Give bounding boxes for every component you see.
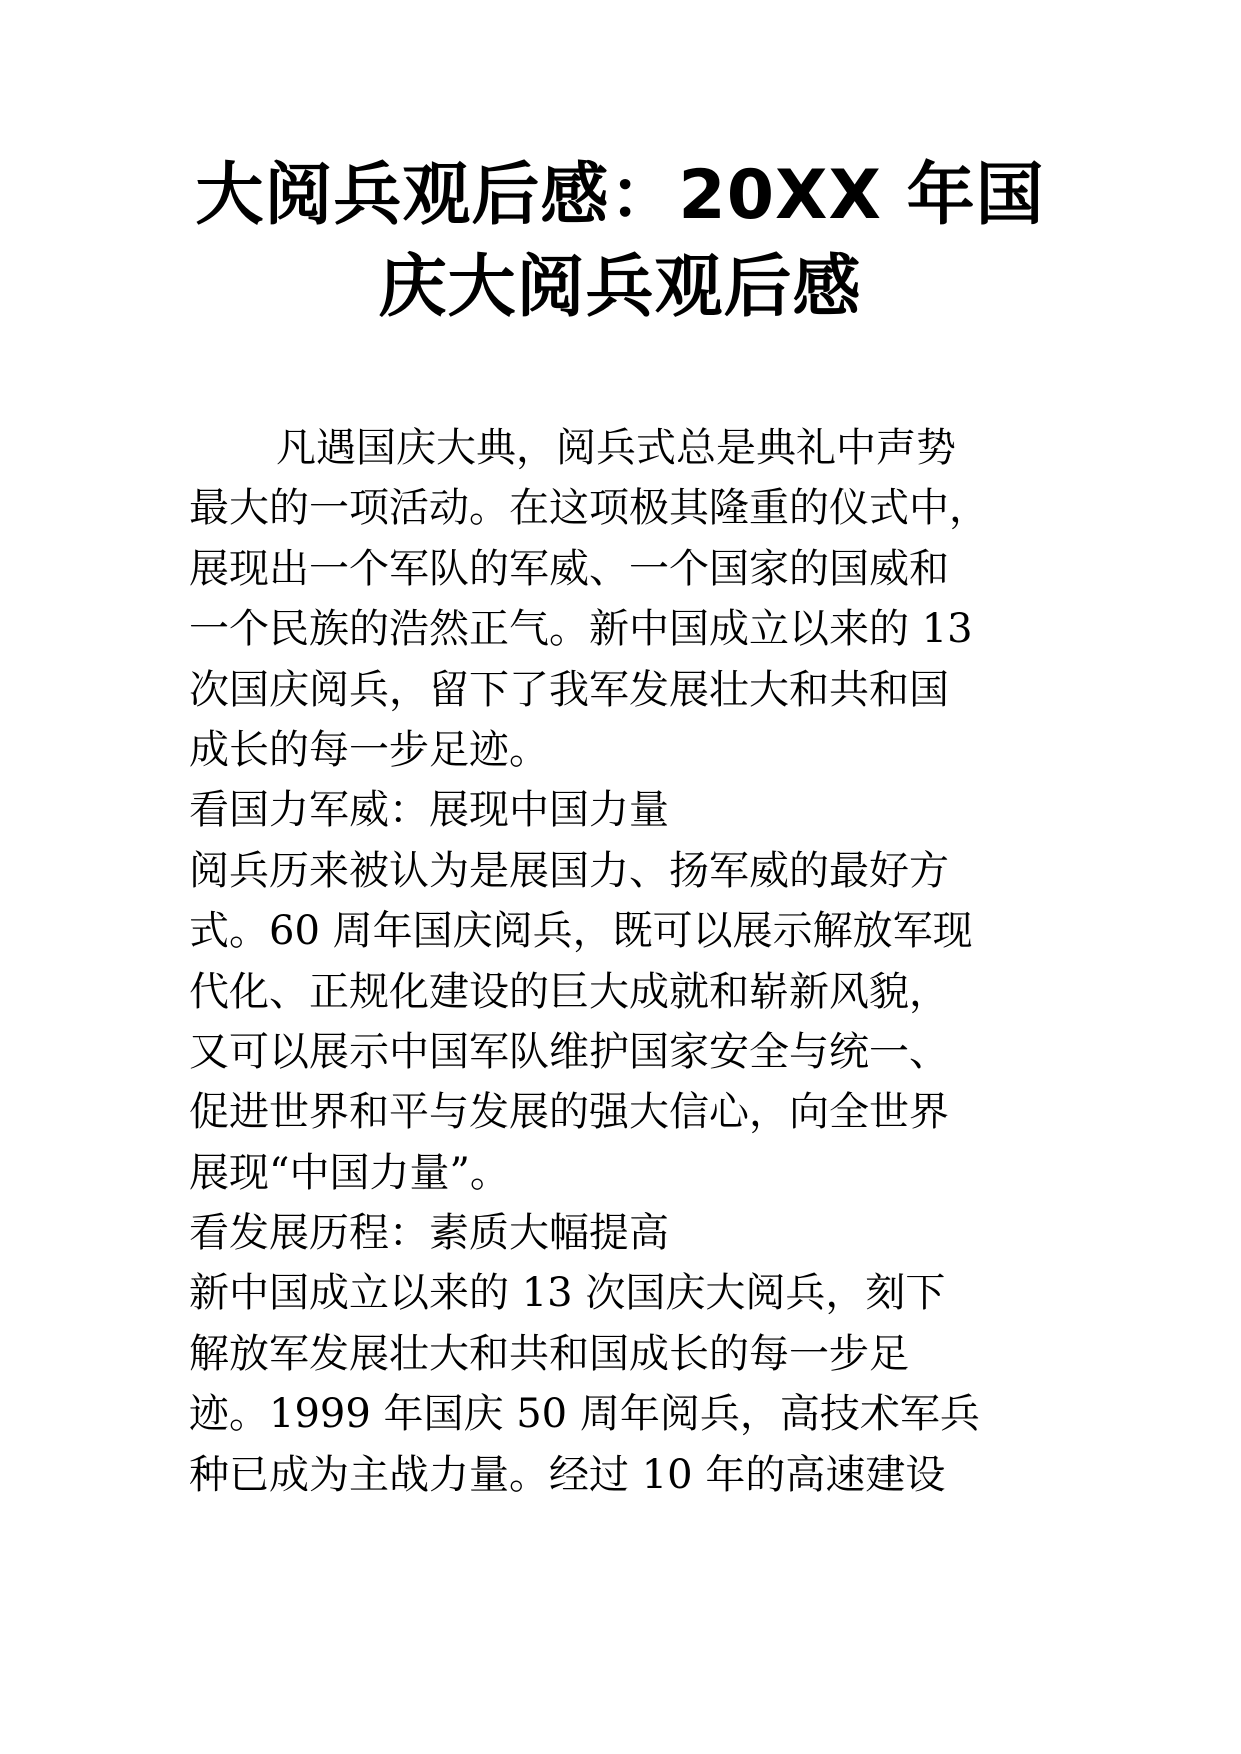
- paragraph-line: 促进世界和平与发展的强大信心，向全世界: [189, 1089, 949, 1136]
- paragraph-line: 一个民族的浩然正气。新中国成立以来的 13: [189, 606, 973, 653]
- section-heading: 看发展历程：素质大幅提高: [189, 1210, 669, 1257]
- paragraph-line: 解放军发展壮大和共和国成长的每一步足: [189, 1330, 909, 1377]
- title-line-1: 大阅兵观后感：20XX 年国: [195, 156, 1045, 235]
- paragraph-line: 代化、正规化建设的巨大成就和崭新风貌，: [189, 968, 949, 1015]
- paragraph-line: 又可以展示中国军队维护国家安全与统一、: [189, 1028, 949, 1075]
- paragraph-line: 成长的每一步足迹。: [189, 726, 549, 773]
- paragraph-line: 式。60 周年国庆阅兵，既可以展示解放军现: [189, 908, 973, 955]
- paragraph-line: 凡遇国庆大典，阅兵式总是典礼中声势: [276, 425, 956, 471]
- paragraph-line: 新中国成立以来的 13 次国庆大阅兵，刻下: [189, 1270, 946, 1317]
- paragraph-line: 种已成为主战力量。经过 10 年的高速建设: [189, 1451, 946, 1498]
- paragraph-line: 展现“中国力量”。: [189, 1149, 510, 1196]
- paragraph-line: 次国庆阅兵，留下了我军发展壮大和共和国: [189, 666, 949, 713]
- paragraph-line: 最大的一项活动。在这项极其隆重的仪式中，: [189, 485, 989, 532]
- title-line-2: 庆大阅兵观后感: [378, 248, 862, 327]
- section-heading: 看国力军威：展现中国力量: [189, 787, 669, 834]
- document-body: [189, 418, 1069, 1505]
- paragraph-line: 展现出一个军队的军威、一个国家的国威和: [189, 545, 949, 592]
- paragraph-line: 迹。1999 年国庆 50 周年阅兵，高技术军兵: [189, 1391, 980, 1438]
- paragraph-line: 阅兵历来被认为是展国力、扬军威的最好方: [189, 847, 949, 894]
- document-title: [170, 150, 1070, 334]
